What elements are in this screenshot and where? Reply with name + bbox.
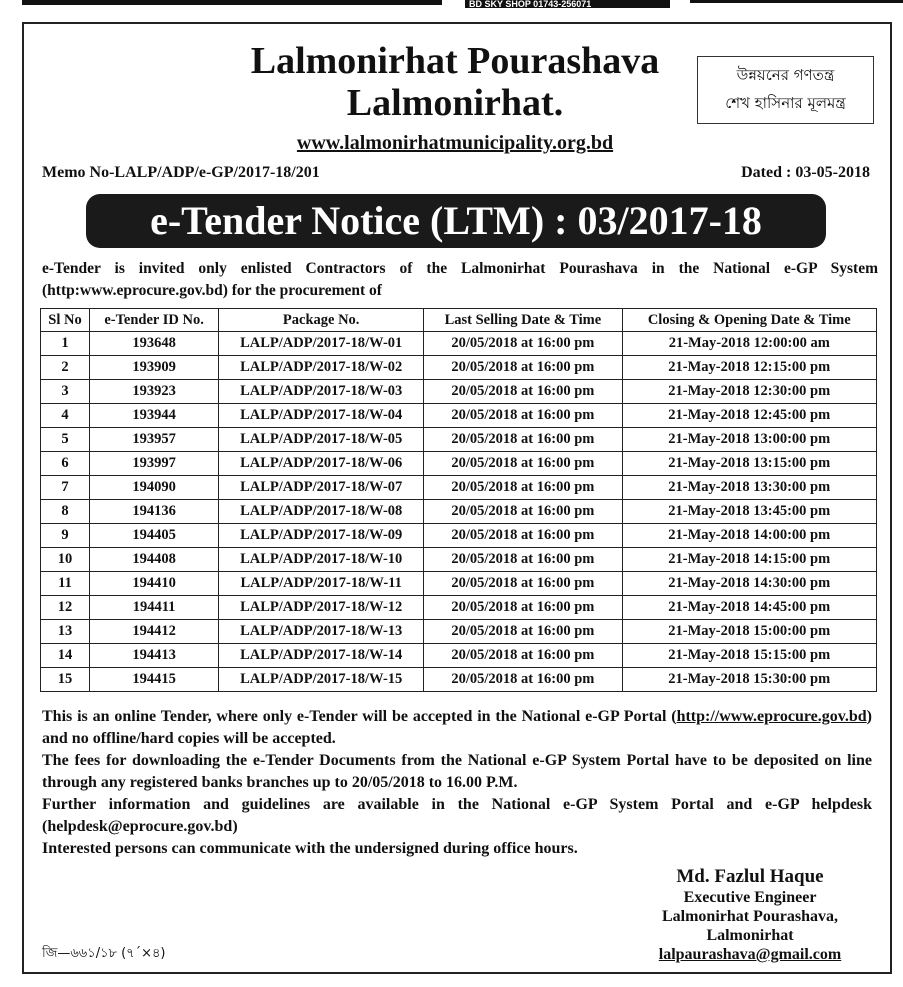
table-cell: 193997 (90, 452, 219, 476)
table-row (41, 620, 877, 644)
table-cell: LALP/ADP/2017-18/W-02 (219, 356, 424, 380)
eprocure-link[interactable]: http://www.eprocure.gov.bd (676, 708, 867, 725)
notice-date: Dated : 03-05-2018 (741, 164, 870, 181)
column-header: Last Selling Date & Time (424, 309, 622, 332)
signatory-place: Lalmonirhat (706, 927, 794, 944)
table-cell: 20/05/2018 at 16:00 pm (424, 332, 622, 356)
table-cell: 20/05/2018 at 16:00 pm (424, 356, 622, 380)
table-cell: 21-May-2018 13:00:00 pm (622, 428, 876, 452)
table-cell: 21-May-2018 12:30:00 pm (622, 380, 876, 404)
notice-banner: e-Tender Notice (LTM) : 03/2017-18 (86, 194, 826, 248)
slogan-line-2: শেখ হাসিনার মূলমন্ত্র (725, 94, 846, 112)
table-cell: LALP/ADP/2017-18/W-11 (219, 572, 424, 596)
table-row (41, 500, 877, 524)
table-cell: 20/05/2018 at 16:00 pm (424, 620, 622, 644)
publication-code: জি—৬৬১/১৮ (৭´×৪) (42, 946, 166, 961)
table-cell: 20/05/2018 at 16:00 pm (424, 644, 622, 668)
table-cell: 8 (41, 500, 90, 524)
table-cell: 20/05/2018 at 16:00 pm (424, 428, 622, 452)
table-cell: 13 (41, 620, 90, 644)
table-cell: 21-May-2018 12:15:00 pm (622, 356, 876, 380)
table-cell: 20/05/2018 at 16:00 pm (424, 404, 622, 428)
signatory-name: Md. Fazlul Haque (676, 866, 824, 887)
table-row (41, 548, 877, 572)
signatory-designation: Executive Engineer (683, 889, 817, 906)
table-cell: LALP/ADP/2017-18/W-14 (219, 644, 424, 668)
table-row (41, 428, 877, 452)
table-cell: 20/05/2018 at 16:00 pm (424, 596, 622, 620)
table-cell: 11 (41, 572, 90, 596)
table-cell: 2 (41, 356, 90, 380)
table-cell: 194090 (90, 476, 219, 500)
signature-block (630, 866, 870, 965)
table-cell: 193648 (90, 332, 219, 356)
table-body (41, 332, 877, 692)
table-row (41, 452, 877, 476)
table-cell: 20/05/2018 at 16:00 pm (424, 572, 622, 596)
table-cell: LALP/ADP/2017-18/W-03 (219, 380, 424, 404)
table-row (41, 404, 877, 428)
column-header: Sl No (41, 309, 90, 332)
table-cell: LALP/ADP/2017-18/W-15 (219, 668, 424, 692)
table-cell: 21-May-2018 15:00:00 pm (622, 620, 876, 644)
table-cell: 21-May-2018 13:45:00 pm (622, 500, 876, 524)
website-link[interactable]: www.lalmonirhatmunicipality.org.bd (296, 132, 614, 154)
table-cell: 14 (41, 644, 90, 668)
table-cell: 193957 (90, 428, 219, 452)
table-cell: 21-May-2018 13:15:00 pm (622, 452, 876, 476)
table-cell: 193923 (90, 380, 219, 404)
intro-paragraph: e-Tender is invited only enlisted Contractors of the Lalmonirhat Pourashava in the National e-GP System (http:www.eprocure.gov.bd) for the procurement of (42, 260, 878, 299)
note-online (42, 706, 872, 750)
table-row (41, 572, 877, 596)
table-cell: 5 (41, 428, 90, 452)
table-cell: 10 (41, 548, 90, 572)
table-cell: 194411 (90, 596, 219, 620)
table-row (41, 644, 877, 668)
table-cell: 21-May-2018 15:30:00 pm (622, 668, 876, 692)
note-helpdesk: Further information and guidelines are available in the National e-GP System Portal and e-GP helpdesk (helpdesk@eprocure.gov.bd) (42, 796, 872, 835)
table-cell: LALP/ADP/2017-18/W-09 (219, 524, 424, 548)
table-cell: 20/05/2018 at 16:00 pm (424, 524, 622, 548)
column-header: Package No. (219, 309, 424, 332)
table-row (41, 476, 877, 500)
top-bar-left (22, 0, 442, 5)
table-cell: 20/05/2018 at 16:00 pm (424, 452, 622, 476)
table-row (41, 332, 877, 356)
table-row (41, 596, 877, 620)
top-bar-right (690, 0, 903, 3)
table-header-row (41, 309, 877, 332)
signatory-office: Lalmonirhat Pourashava, (661, 908, 838, 925)
table-cell: 194410 (90, 572, 219, 596)
table-cell: 21-May-2018 12:00:00 am (622, 332, 876, 356)
table-cell: 20/05/2018 at 16:00 pm (424, 668, 622, 692)
org-location: Lalmonirhat. (346, 82, 564, 124)
top-strip (0, 0, 903, 10)
table-cell: LALP/ADP/2017-18/W-01 (219, 332, 424, 356)
note-fees: The fees for downloading the e-Tender Documents from the National e-GP System Portal have to be deposited on line through any registered banks branches up to 20/05/2018 to 16.00 P.M. (42, 752, 872, 791)
table-cell: 7 (41, 476, 90, 500)
table-cell: 20/05/2018 at 16:00 pm (424, 548, 622, 572)
table-cell: 21-May-2018 14:00:00 pm (622, 524, 876, 548)
table-cell: LALP/ADP/2017-18/W-05 (219, 428, 424, 452)
table-cell: 15 (41, 668, 90, 692)
signatory-email[interactable]: lalpaurashava@gmail.com (658, 946, 842, 963)
table-cell: 194415 (90, 668, 219, 692)
table-cell: 193909 (90, 356, 219, 380)
table-cell: 21-May-2018 12:45:00 pm (622, 404, 876, 428)
table-cell: 4 (41, 404, 90, 428)
table-cell: 20/05/2018 at 16:00 pm (424, 380, 622, 404)
table-cell: 6 (41, 452, 90, 476)
table-cell: 194413 (90, 644, 219, 668)
note-contact: Interested persons can communicate with the undersigned during office hours. (42, 840, 578, 857)
table-cell: LALP/ADP/2017-18/W-06 (219, 452, 424, 476)
note-online-post: ) and no offline/hard copies will be accepted. (42, 708, 872, 747)
table-row (41, 356, 877, 380)
org-title: Lalmonirhat Pourashava (250, 40, 660, 82)
table-cell: 193944 (90, 404, 219, 428)
table-cell: 194412 (90, 620, 219, 644)
table-row (41, 380, 877, 404)
column-header: Closing & Opening Date & Time (622, 309, 876, 332)
table-cell: 20/05/2018 at 16:00 pm (424, 500, 622, 524)
table-cell: LALP/ADP/2017-18/W-12 (219, 596, 424, 620)
slogan-line-1: উন্নয়নের গণতন্ত্র (736, 66, 835, 84)
table-cell: 194136 (90, 500, 219, 524)
tender-table (40, 308, 877, 692)
slogan-box (697, 56, 874, 124)
table-cell: 21-May-2018 14:45:00 pm (622, 596, 876, 620)
table-cell: 12 (41, 596, 90, 620)
table-cell: 21-May-2018 13:30:00 pm (622, 476, 876, 500)
notes-section (42, 706, 872, 860)
table-cell: 21-May-2018 14:15:00 pm (622, 548, 876, 572)
table-cell: 21-May-2018 14:30:00 pm (622, 572, 876, 596)
table-cell: LALP/ADP/2017-18/W-07 (219, 476, 424, 500)
table-cell: LALP/ADP/2017-18/W-10 (219, 548, 424, 572)
table-cell: LALP/ADP/2017-18/W-04 (219, 404, 424, 428)
column-header: e-Tender ID No. (90, 309, 219, 332)
table-cell: 21-May-2018 15:15:00 pm (622, 644, 876, 668)
top-bar-ad: BD SKY SHOP 01743-256071 (465, 0, 670, 8)
table-cell: LALP/ADP/2017-18/W-13 (219, 620, 424, 644)
table-cell: 3 (41, 380, 90, 404)
note-online-pre: This is an online Tender, where only e-Tender will be accepted in the National e-GP Portal ( (42, 708, 677, 725)
table-cell: LALP/ADP/2017-18/W-08 (219, 500, 424, 524)
table-cell: 194408 (90, 548, 219, 572)
table-cell: 9 (41, 524, 90, 548)
table-row (41, 524, 877, 548)
table-row (41, 668, 877, 692)
table-cell: 1 (41, 332, 90, 356)
table-cell: 20/05/2018 at 16:00 pm (424, 476, 622, 500)
memo-number: Memo No-LALP/ADP/e-GP/2017-18/201 (42, 164, 320, 181)
table-cell: 194405 (90, 524, 219, 548)
